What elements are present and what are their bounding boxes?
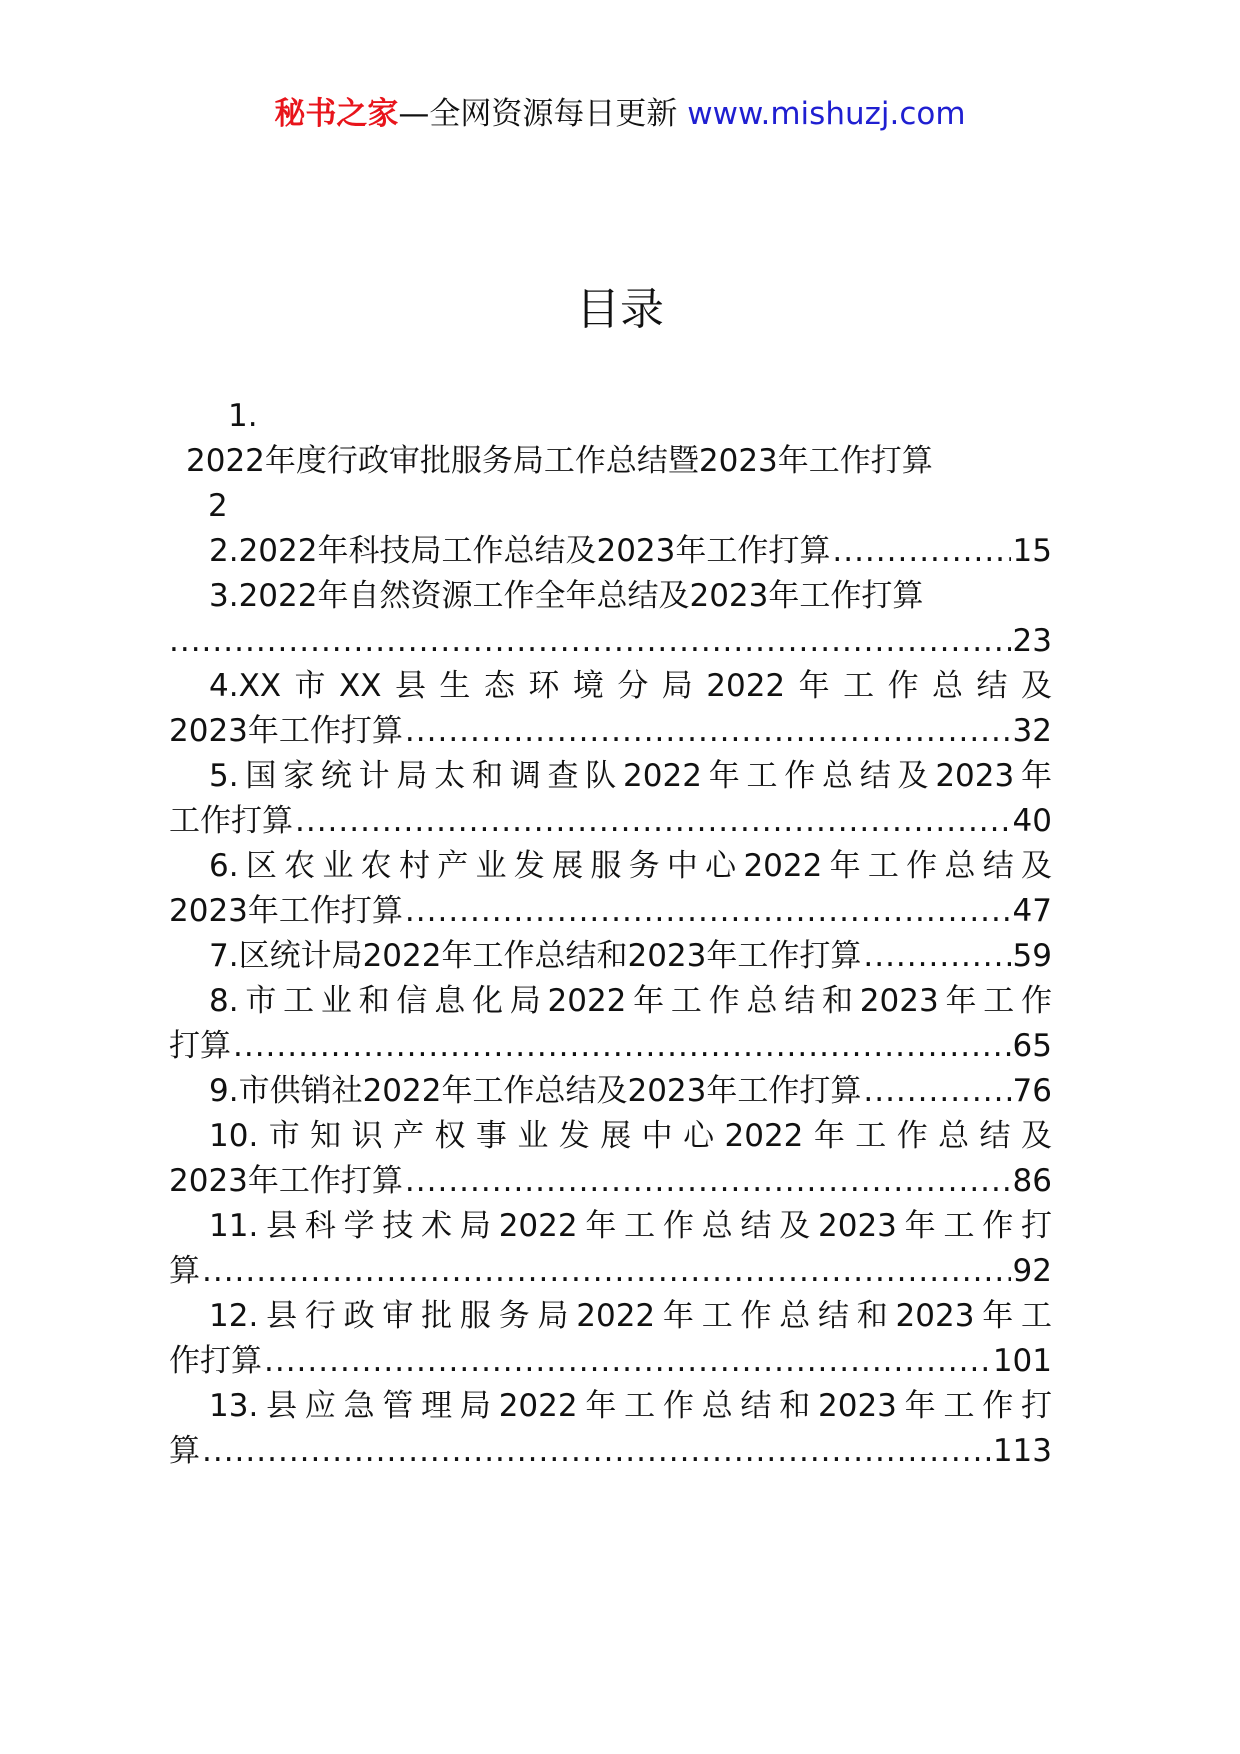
brand-name: 秘书之家 <box>274 96 399 132</box>
dot-leader <box>264 1339 991 1384</box>
dot-leader <box>863 1069 1010 1114</box>
dot-leader <box>863 934 1010 979</box>
toc-entry-1-number[interactable]: 1. <box>228 398 258 434</box>
dot-leader <box>405 889 1011 934</box>
toc-entry-title-cont: 打算 <box>169 1028 231 1064</box>
toc-entry-title-cont: 2023年工作打算 <box>169 1163 403 1199</box>
toc-entry-1-page[interactable]: 2 <box>208 488 228 524</box>
toc-entry-title: 2.2022年科技局工作总结及2023年工作打算 <box>209 533 831 569</box>
toc-entry-5-title[interactable]: 5.国家统计局太和调查队2022年工作总结及2023年 <box>209 758 1052 794</box>
toc-entry-title-cont: 算 <box>169 1433 200 1469</box>
toc-entry-title: 9.市供销社2022年工作总结及2023年工作打算 <box>209 1073 862 1109</box>
toc-entry-4-leader[interactable] <box>169 709 1052 754</box>
toc-entry-page: 32 <box>1012 713 1052 749</box>
toc-entry-9[interactable] <box>169 1069 1052 1114</box>
toc-entry-7[interactable] <box>169 934 1052 979</box>
toc-entry-8-leader[interactable] <box>169 1024 1052 1069</box>
dot-leader <box>295 799 1011 844</box>
toc-entry-3-leader[interactable] <box>169 619 1052 664</box>
header-slogan: —全网资源每日更新 <box>398 96 678 132</box>
toc-entry-title-cont: 2023年工作打算 <box>169 893 403 929</box>
toc-entry-10-leader[interactable] <box>169 1159 1052 1204</box>
toc-entry-11-title[interactable]: 11.县科学技术局2022年工作总结及2023年工作打 <box>209 1208 1052 1244</box>
toc-entry-13-leader[interactable] <box>169 1429 1052 1474</box>
toc-entry-page: 86 <box>1012 1163 1052 1199</box>
toc-entry-page: 92 <box>1012 1253 1052 1289</box>
toc-entry-page: 47 <box>1012 893 1052 929</box>
dot-leader <box>202 1249 1011 1294</box>
toc-entry-page: 23 <box>1012 623 1052 659</box>
toc-entry-page: 76 <box>1012 1073 1052 1109</box>
page-title: 目录 <box>576 284 664 335</box>
toc-entry-6-leader[interactable] <box>169 889 1052 934</box>
table-of-contents <box>169 394 1052 1474</box>
toc-entry-page: 59 <box>1012 938 1052 974</box>
toc-entry-13-title[interactable]: 13.县应急管理局2022年工作总结和2023年工作打 <box>209 1388 1052 1424</box>
toc-entry-10-title[interactable]: 10.市知识产权事业发展中心2022年工作总结及 <box>209 1118 1052 1154</box>
toc-entry-title: 7.区统计局2022年工作总结和2023年工作打算 <box>209 938 862 974</box>
toc-entry-title-cont: 工作打算 <box>169 803 293 839</box>
toc-entry-5-leader[interactable] <box>169 799 1052 844</box>
toc-entry-page: 101 <box>992 1343 1052 1379</box>
site-url-link[interactable]: www.mishuzj.com <box>687 96 966 132</box>
site-header <box>0 94 1240 134</box>
toc-entry-4-title[interactable]: 4.XX市XX县生态环境分局2022年工作总结及 <box>209 668 1052 704</box>
toc-entry-12-leader[interactable] <box>169 1339 1052 1384</box>
toc-entry-1-title[interactable]: 2022年度行政审批服务局工作总结暨2023年工作打算 <box>186 443 933 479</box>
toc-entry-3-title[interactable]: 3.2022年自然资源工作全年总结及2023年工作打算 <box>209 578 924 614</box>
toc-entry-11-leader[interactable] <box>169 1249 1052 1294</box>
toc-entry-page: 40 <box>1012 803 1052 839</box>
toc-entry-page: 15 <box>1012 533 1052 569</box>
dot-leader <box>202 1429 991 1474</box>
toc-entry-2[interactable] <box>169 529 1052 574</box>
toc-entry-8-title[interactable]: 8.市工业和信息化局2022年工作总结和2023年工作 <box>209 983 1052 1019</box>
dot-leader <box>405 709 1011 754</box>
dot-leader <box>233 1024 1011 1069</box>
toc-entry-page: 113 <box>992 1433 1052 1469</box>
dot-leader <box>832 529 1010 574</box>
toc-entry-title-cont: 作打算 <box>169 1343 262 1379</box>
toc-entry-title-cont: 算 <box>169 1253 200 1289</box>
toc-entry-6-title[interactable]: 6.区农业农村产业发展服务中心2022年工作总结及 <box>209 848 1052 884</box>
dot-leader <box>169 619 1011 664</box>
toc-entry-page: 65 <box>1012 1028 1052 1064</box>
toc-entry-12-title[interactable]: 12.县行政审批服务局2022年工作总结和2023年工 <box>209 1298 1052 1334</box>
dot-leader <box>405 1159 1011 1204</box>
toc-entry-title-cont: 2023年工作打算 <box>169 713 403 749</box>
